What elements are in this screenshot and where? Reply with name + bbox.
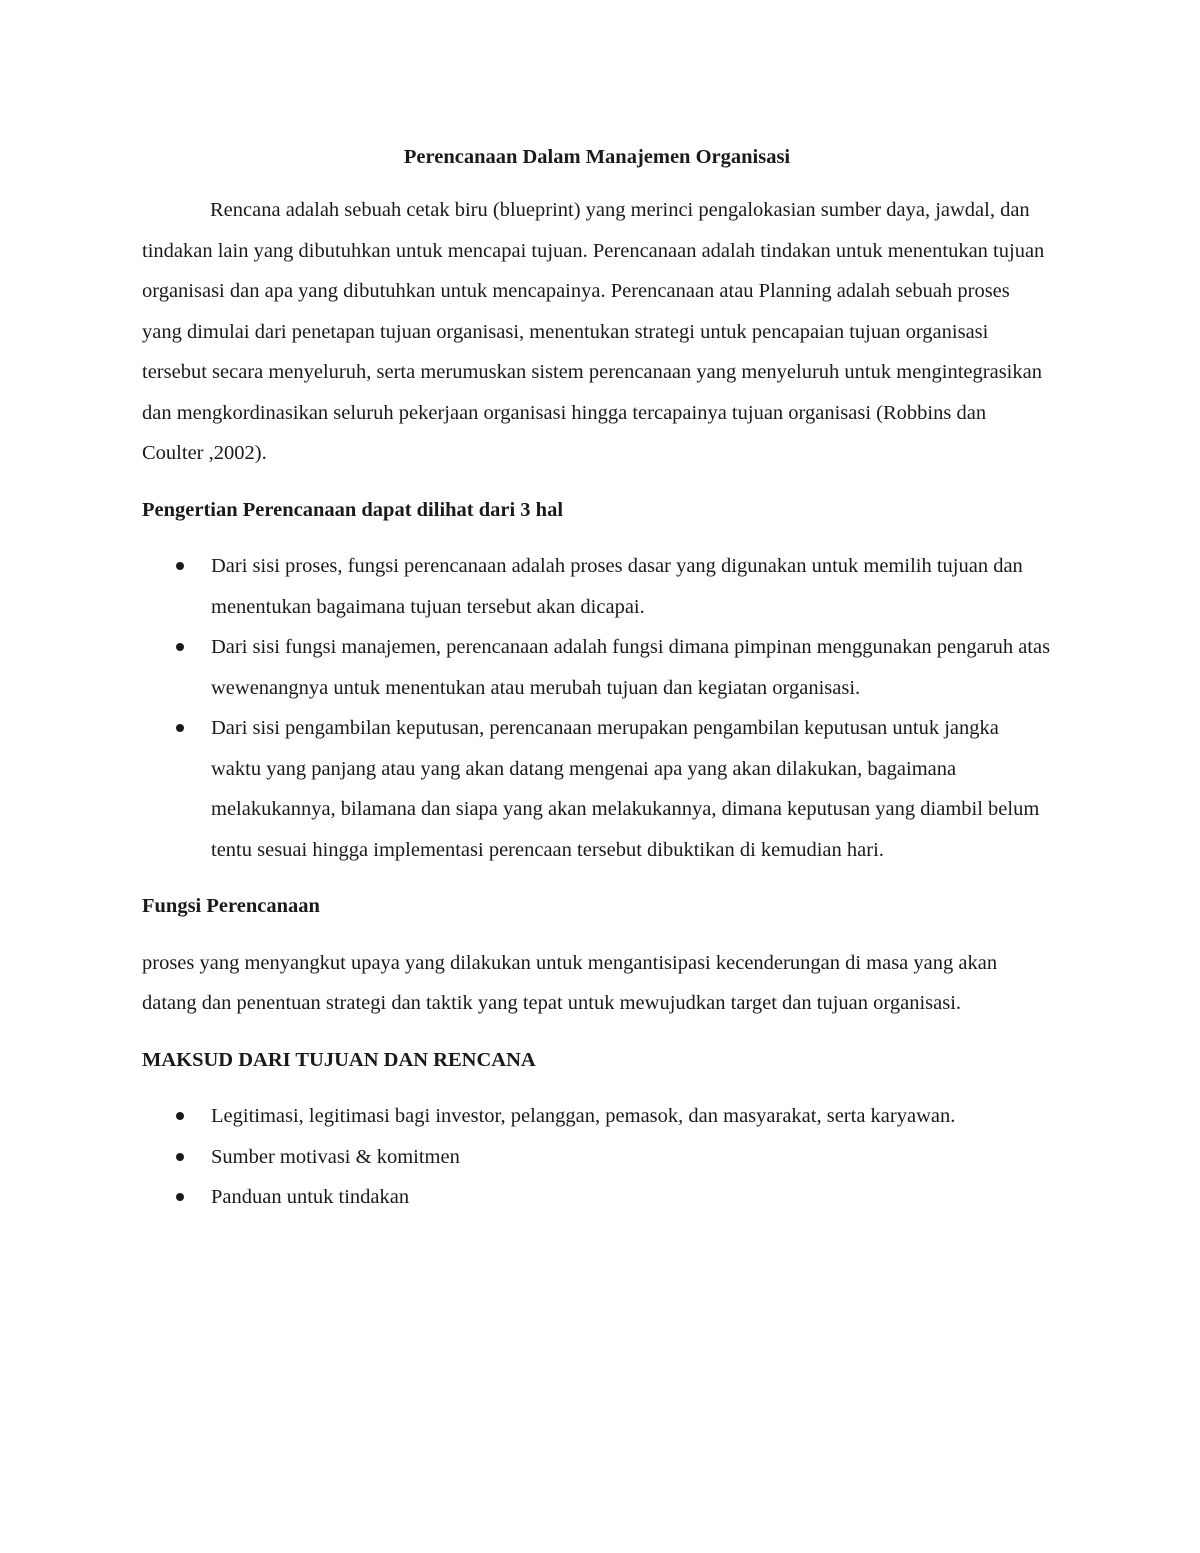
section-heading-maksud: MAKSUD DARI TUJUAN DAN RENCANA <box>142 1048 536 1071</box>
spacer <box>142 474 1052 490</box>
bullet-icon <box>176 562 184 570</box>
intro-paragraph: Rencana adalah sebuah cetak biru (blueprint) yang merinci pengalokasian sumber daya, jawdal, dan tindakan lain yang dibutuhkan untuk mencapai tujuan. Perencanaan adalah tindakan untuk menentukan tujuan organisasi dan apa yang dibutuhkan untuk mencapainya. Perencanaan atau Planning adalah sebuah proses yang dimulai dari penetapan tujuan organisasi, menentukan strategi untuk pencapaian tujuan organisasi tersebut secara menyeluruh, serta merumuskan sistem perencanaan yang menyeluruh untuk mengintegrasikan dan mengkordinasikan seluruh pekerjaan organisasi hingga tercapainya tujuan organisasi (Robbins dan Coulter ,2002). <box>142 199 1045 464</box>
spacer <box>142 1024 1052 1040</box>
bullet-icon <box>176 643 184 651</box>
maksud-list <box>142 1096 1052 1218</box>
list-item-text: Legitimasi, legitimasi bagi investor, pelanggan, pemasok, dan masyarakat, serta karyawan. <box>211 1105 956 1127</box>
bullet-icon <box>176 1112 184 1120</box>
document-title: Perencanaan Dalam Manajemen Organisasi <box>403 146 791 168</box>
list-item-text: Panduan untuk tindakan <box>211 1186 410 1208</box>
pengertian-list <box>142 546 1052 870</box>
document-body <box>142 140 1052 1218</box>
spacer <box>142 870 1052 886</box>
spacer <box>142 530 1052 546</box>
bullet-icon <box>176 724 184 732</box>
bullet-icon <box>176 1193 184 1201</box>
bullet-icon <box>176 1153 184 1161</box>
spacer <box>142 1080 1052 1096</box>
list-item-text: Dari sisi fungsi manajemen, perencanaan adalah fungsi dimana pimpinan menggunakan pengaruh atas wewenangnya untuk menentukan atau merubah tujuan dan kegiatan organisasi. <box>211 636 1051 699</box>
section-heading-fungsi: Fungsi Perencanaan <box>142 895 320 917</box>
list-item <box>211 1096 1052 1137</box>
section-heading-pengertian: Pengertian Perencanaan dapat dilihat dari 3 hal <box>142 498 564 521</box>
fungsi-paragraph: proses yang menyangkut upaya yang dilakukan untuk mengantisipasi kecenderungan di masa yang akan datang dan penentuan strategi dan taktik yang tepat untuk mewujudkan target dan tujuan organisasi. <box>142 951 998 1014</box>
list-item <box>211 546 1052 627</box>
list-item-text: Sumber motivasi & komitmen <box>211 1145 460 1168</box>
spacer <box>142 927 1052 943</box>
list-item <box>211 627 1052 708</box>
list-item <box>211 1137 1052 1178</box>
list-item <box>211 1177 1052 1218</box>
list-item <box>211 708 1052 870</box>
list-item-text: Dari sisi pengambilan keputusan, perencanaan merupakan pengambilan keputusan untuk jangka waktu yang panjang atau yang akan datang mengenai apa yang akan dilakukan, bagaimana melakukannya, bilamana dan siapa yang akan melakukannya, dimana keputusan yang diambil belum tentu sesuai hingga implementasi perencaan tersebut dibuktikan di kemudian hari. <box>211 717 1040 861</box>
list-item-text: Dari sisi proses, fungsi perencanaan adalah proses dasar yang digunakan untuk memilih tujuan dan menentukan bagaimana tujuan tersebut akan dicapai. <box>211 555 1023 618</box>
